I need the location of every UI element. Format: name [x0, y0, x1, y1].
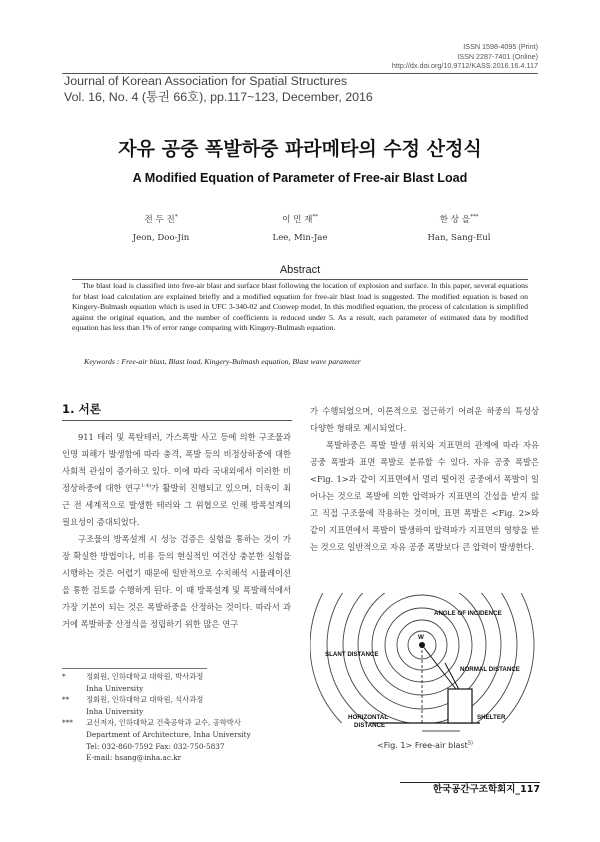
paragraph: 구조물의 방폭설계 시 성능 검증은 실험을 통하는 것이 가장 확실한 방법이나, 비용 등의 현실적인 여건상 충분한 실험을 시행하는 것은 어렵기 때문에 일반적으로 수치해석 시뮬레이션을 통한 검토를 수행하게 된다. 이 때 방폭설계 및 폭발해석에서 가장 기본이 되는 것은 폭발하중을 산정하는 것이다. 따라서 과거에 폭발하중 산정식을 정립하기 위한 많은 연구 [62, 534, 291, 629]
author-name-ko: 한 상 을 [439, 214, 471, 225]
footnote-line: E-mail: hsang@inha.ac.kr [86, 753, 182, 763]
normal-distance-label: NORMAL DISTANCE [460, 666, 520, 673]
shelter-label: SHELTER [477, 714, 506, 721]
section-heading: 1. 서론 [62, 402, 101, 416]
charge-point [419, 642, 425, 648]
volume-info: Vol. 16, No. 4 (통권 66호), pp.117~123, December, 2016 [64, 90, 373, 104]
issn-online: ISSN 2287-7401 (Online) [457, 51, 538, 61]
issn-block [392, 42, 538, 71]
author-name-ko: 전 두 진 [144, 214, 175, 225]
page-footer: 한국공간구조학회지_117 [432, 784, 540, 795]
right-column [310, 403, 539, 556]
angle-of-incidence-label: ANGLE OF INCIDENCE [434, 610, 502, 617]
footnote-line: 교신저자, 인하대학교 건축공학과 교수, 공학박사 [86, 718, 241, 728]
footnote-line: Inha University [86, 683, 144, 693]
paragraph-text: 911 테러 및 폭탄테러, 가스폭발 사고 등에 의한 구조물과 인명 피해가 발생함에 따라 충격, 폭발 등의 비정상하중에 대한 사회적 관심이 증가하고 있다. 이에 따라 국내외에서 이러한 비정상하중에 대한 연구 [62, 432, 291, 493]
left-column [62, 429, 291, 633]
keywords: Keywords : Free-air blast, Blast load, Kingery-Bulmash equation, Blast wave parameter [84, 357, 361, 366]
author-name-en: Lee, Min-Jae [272, 232, 328, 243]
abstract-heading: Abstract [279, 264, 321, 276]
paper-title-korean: 자유 공중 폭발하중 파라메타의 수정 산정식 [118, 138, 482, 160]
horizontal-distance-label: DISTANCE [354, 722, 386, 729]
author-2 [225, 208, 375, 247]
footnote-mark: ** [62, 695, 70, 705]
author-mark: *** [470, 214, 479, 220]
author-name-ko: 이 민 재 [282, 214, 313, 225]
footnote-line: Inha University [86, 706, 144, 716]
paragraph-text: 가 활발히 진행되고 있으며, 더욱이 최근 전 세계적으로 발생한 테러와 그 위협으로 인해 방폭설계의 필요성이 증대되었다. [62, 483, 291, 527]
footnote-divider [62, 668, 207, 669]
paper-title-english: A Modified Equation of Parameter of Free-air Blast Load [132, 171, 468, 185]
charge-label: W [418, 634, 424, 641]
author-mark: * [174, 214, 178, 220]
paragraph: 가 수행되었으며, 이론적으로 접근하기 어려운 하중의 특성상 다양한 형태로 제시되었다. [310, 406, 539, 433]
abstract-text: The blast load is classified into free-air blast and surface blast following the location of explosion and surface. In this paper, several equations for blast load calculation are explained briefly and a modified equation for free-air blast load is suggested. The modified equation is based on Kingery-Bulmash equation which is used in UFC 3-340-02 and Conwep model. In this modified equation, the process of calculation is simplified against the original equation, and the number of coefficients is reduced under 5. As a result, each parameter of estimated data by modified equation has less than 1% of error range comparing with Kingery-Bulmash equation. [72, 281, 528, 333]
footnotes [62, 671, 251, 764]
paragraph: 폭발하중은 폭발 발생 위치와 지표면의 관계에 따라 자유 공중 폭발과 표면 폭발로 분류할 수 있다. 자유 공중 폭발은 <Fig. 1>과 같이 지표면에서 멀리 떨어진 공중에서 폭발이 일어나는 것으로 폭발에 의한 압력파가 지표면의 간섭을 받지 않고 직접 구조물에 작용하는 것이며, 표면 폭발은 <Fig. 2>와 같이 지표면에서 폭발이 발생하여 압력파가 지표면의 영향을 받는 것으로 일반적으로 자유 공중 폭발보다 큰 압력이 발생한다. [310, 440, 539, 552]
author-mark: ** [312, 214, 318, 220]
shelter-shape [448, 689, 472, 723]
footnote-mark: * [62, 672, 66, 681]
footnote-line: Tel: 032-860-7592 Fax: 032-750-5837 [86, 741, 225, 751]
footnote-line: 정회원, 인하대학교 대학원, 석사과정 [86, 695, 204, 705]
doi-link[interactable]: http://dx.doi.org/10.9712/KASS.2016.16.4.117 [391, 61, 538, 71]
figure-free-air-blast [310, 593, 540, 743]
footnote [62, 717, 251, 763]
author-name-en: Han, Sang-Eul [427, 232, 491, 243]
section-divider [62, 420, 292, 421]
horizontal-distance-label: HORIZONTAL [348, 714, 389, 721]
journal-name: Journal of Korean Association for Spatial Structures [64, 74, 348, 88]
author-3 [384, 208, 534, 247]
author-1 [86, 208, 236, 247]
figure-caption-text: <Fig. 1> Free-air blast [377, 740, 468, 750]
author-name-en: Jeon, Doo-Jin [132, 232, 190, 243]
footnote [62, 671, 251, 694]
reference-mark: 5) [467, 740, 473, 747]
figure-caption [310, 740, 540, 750]
footnote-line: 정회원, 인하대학교 대학원, 박사과정 [86, 672, 204, 681]
footnote [62, 694, 251, 717]
paragraph [62, 429, 291, 531]
abstract-divider [72, 279, 528, 280]
slant-distance-label: SLANT DISTANCE [325, 651, 379, 658]
footnote-mark: *** [62, 718, 73, 728]
issn-print: ISSN 1598-4095 (Print) [463, 42, 538, 51]
reference-mark: 1-4) [140, 483, 151, 490]
footnote-line: Department of Architecture, Inha University [86, 729, 251, 739]
